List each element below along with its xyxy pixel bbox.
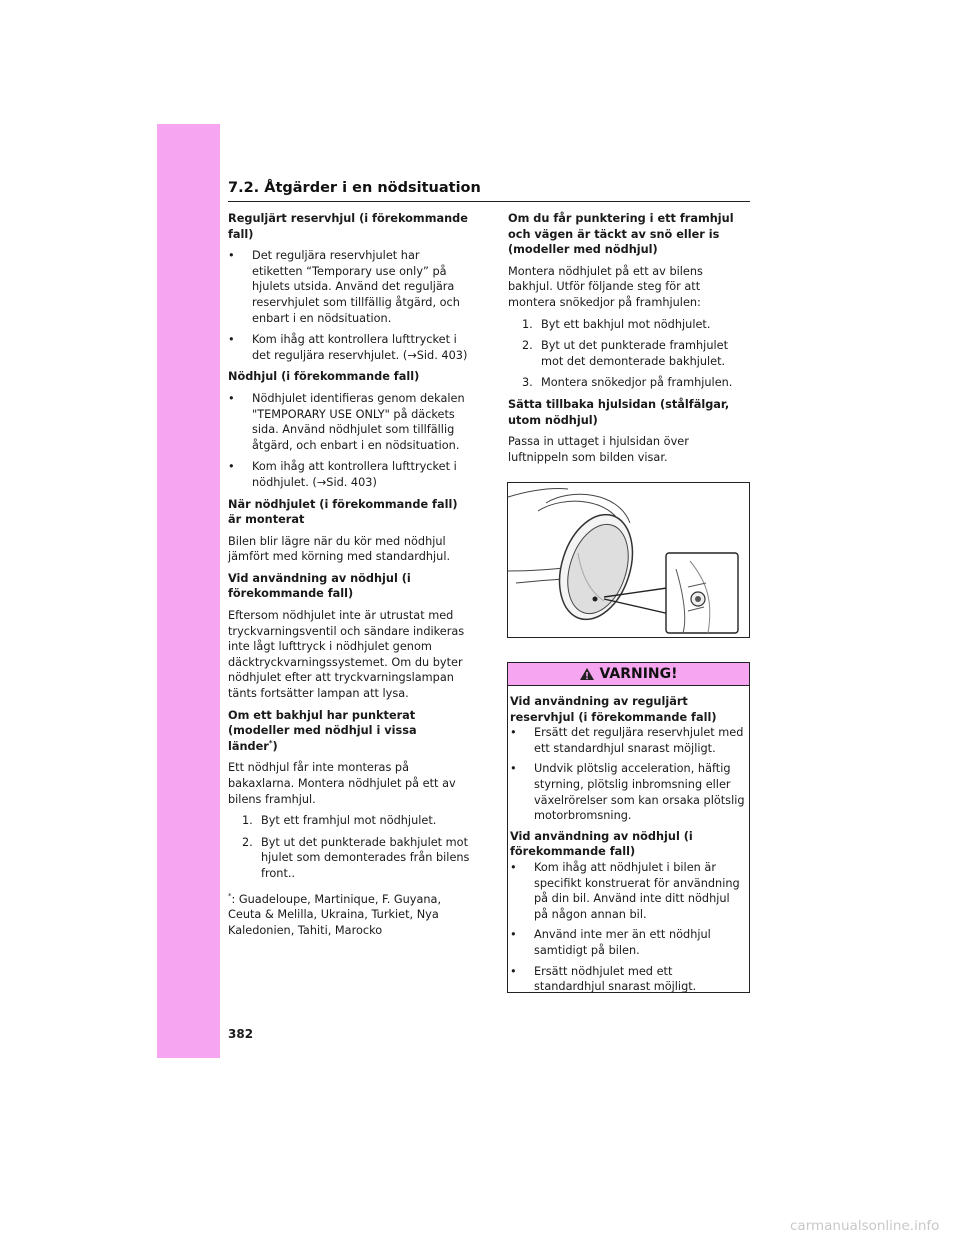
installed-text: Bilen blir lägre när du kör med nödhjul jämfört med körning med standardhjul. [228, 534, 451, 564]
compact-spare-heading: Nödhjul (i förekommande fall) [228, 370, 420, 384]
step-item: 2. Byt ut det punkterade framhjulet mot det demonterade bakhjulet. [522, 339, 728, 368]
step-item: 2. Byt ut det punkterade bakhjulet mot hjulet som demonterades från bilens front.. [242, 835, 470, 880]
hubcap-illustration [507, 482, 750, 638]
list-item: • Ersätt det reguljära reservhjulet med ett standardhjul snarast möjligt. [510, 726, 744, 755]
list-item: • Kom ihåg att kontrollera lufttrycket i nödhjulet. (→Sid. 403) [228, 460, 457, 489]
footnote: *: Guadeloupe, Martinique, F. Guyana, Ceuta & Melilla, Ukraina, Turkiet, Nya Kaledonien, Tahiti, Marocko [228, 891, 442, 937]
warning-body [508, 686, 749, 995]
usage-heading: Vid användning av nödhjul (i förekommande fall) [228, 571, 411, 601]
page-number: 382 [228, 1027, 254, 1041]
warning-box [507, 662, 750, 993]
front-flat-text: Montera nödhjulet på ett av bilens bakhjul. Utför följande steg för att montera snökedjor på framhjulen: [508, 264, 703, 309]
list-item: • Ersätt nödhjulet med ett standardhjul snarast möjligt. [510, 964, 697, 994]
list-item: • Använd inte mer än ett nödhjul samtidigt på bilen. [510, 928, 711, 957]
warning-triangle-icon [579, 667, 595, 681]
hubcap-drawing [508, 483, 750, 638]
step-item: 1. Byt ett framhjul mot nödhjulet. [242, 814, 437, 828]
chapter-color-band [157, 124, 220, 1058]
regular-spare-heading: Reguljärt reservhjul (i förekommande fall) [228, 212, 468, 241]
installed-heading: När nödhjulet (i förekommande fall) är monterat [228, 497, 458, 527]
warning-header [508, 663, 749, 686]
rear-flat-heading: Om ett bakhjul har punkterat (modeller med nödhjul i vissa länder*) [228, 708, 417, 753]
list-item: • Undvik plötslig acceleration, häftig styrning, plötslig inbromsning eller växelrörelser som kan orsaka plötslig motorbromsning. [510, 762, 745, 823]
list-item: • Kom ihåg att kontrollera lufttrycket i det reguljära reservhjulet. (→Sid. 403) [228, 333, 468, 362]
step-item: 3. Montera snökedjor på framhjulen. [522, 376, 733, 390]
hubcap-text: Passa in uttaget i hjulsidan över luftnippeln som bilden visar. [508, 435, 689, 464]
step-item: 1. Byt ett bakhjul mot nödhjulet. [522, 317, 711, 331]
rear-flat-text: Ett nödhjul får inte monteras på bakaxlarna. Montera nödhjulet på ett av bilens framhjul. [228, 761, 456, 806]
warning-title: VARNING! [599, 666, 678, 682]
list-item: • Det reguljära reservhjulet har etiketten “Temporary use only” på hjulets utsida. Använd det reguljära reservhjulet som tillfällig åtgärd, och enbart i en nödsituation. [228, 249, 460, 325]
section-header: 7.2. Åtgärder i en nödsituation [228, 180, 750, 202]
list-item: • Nödhjulet identifieras genom dekalen "TEMPORARY USE ONLY" på däckets sida. Använd nödhjulet som tillfällig åtgärd, och enbart i en nödsituation. [228, 391, 465, 452]
warning-section-heading: Vid användning av reguljärt reservhjul (i förekommande fall) [510, 695, 717, 724]
hubcap-heading: Sätta tillbaka hjulsidan (stålfälgar, utom nödhjul) [508, 397, 730, 427]
usage-text: Eftersom nödhjulet inte är utrustat med tryckvarningsventil och sändare indikeras inte lågt lufttryck i nödhjulet genom däcktryckvarningssystemet. Om du byter nödhjulet efter att tryckvarningslampan tänts fortsätter lampan att lysa. [228, 609, 465, 701]
list-item: • Kom ihåg att nödhjulet i bilen är specifikt konstruerat för användning på din bil. Använd inte ditt nödhjul på någon annan bil. [510, 860, 740, 921]
right-column [508, 211, 750, 471]
warning-section-heading: Vid användning av nödhjul (i förekommande fall) [510, 829, 693, 859]
watermark: carmanualsonline.info [790, 1218, 940, 1234]
left-column [228, 211, 470, 944]
front-flat-heading: Om du får punktering i ett framhjul och vägen är täckt av snö eller is (modeller med nödhjul) [508, 212, 734, 257]
